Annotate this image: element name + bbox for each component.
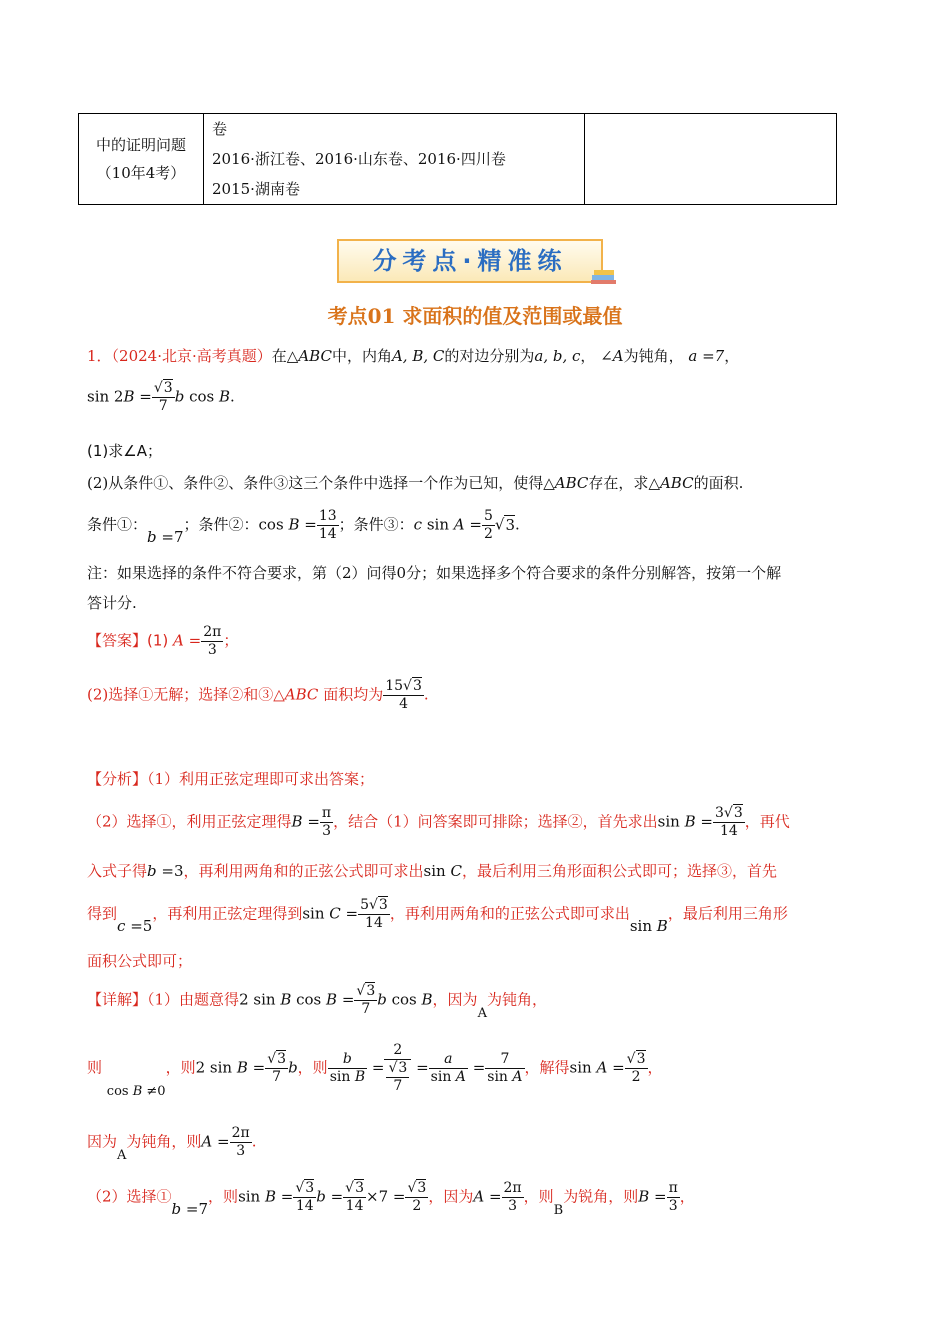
- analysis-line-4: 得到c =5，再利用正弦定理得到sin C = $\frac{5√3}{14}$ ，再利用两角和的正弦公式即可求出sin B，最后利用三角形: [87, 897, 788, 935]
- section-title: 考点01 求面积的值及范围或最值: [327, 304, 623, 328]
- analysis-line-3: 入式子得b =3，再利用两角和的正弦公式即可求出sin C，最后利用三角形面积公式即可；选择③，首先: [87, 862, 777, 880]
- table-topic-cell: [79, 114, 204, 205]
- section-banner: 分考点·精准练: [337, 239, 603, 283]
- sub-question-2: (2)从条件①、条件②、条件③这三个条件中选择一个作为已知，使得△ABC存在，求△ABC的面积.: [87, 474, 744, 492]
- topic-count: （10年4考）: [96, 164, 186, 182]
- table-exams-cell: [204, 114, 585, 205]
- note-line-1: 注：如果选择的条件不符合要求，第（2）问得0分；如果选择多个符合要求的条件分别解答，按第一个解: [87, 564, 782, 582]
- note-line-2: 答计分.: [87, 594, 137, 612]
- detail-line-2: 则 cos B ≠0，则2 sin B = $\frac{√3}{7}$ b，则 $\frac{b}{\text{sin B}}$ = $\frac{2}{\frac{√3}{7}}$ = $\frac{a}{\text{sin A}}$ = $\frac{7}{\text{sin A}}$ ，解得sin A = $\frac{√3}{2}$ ，: [87, 1042, 663, 1099]
- exam-line: 卷: [212, 120, 228, 138]
- answer-part-2: (2)选择①无解；选择②和③△ABC 面积均为 $\frac{15√3}{4}$ .: [87, 678, 429, 712]
- analysis-line-1: 【分析】（1）利用正弦定理即可求出答案；: [87, 770, 375, 788]
- topic-name: 中的证明问题: [95, 136, 186, 154]
- sub-question-1: (1)求∠A；: [87, 442, 162, 460]
- analysis-line-2: （2）选择①，利用正弦定理得B = $\frac{\pi}{3}$ ，结合（1）问答案即可排除；选择②，首先求出sin B = $\frac{3√3}{14}$ ，再代: [87, 805, 790, 839]
- table-empty-cell: [585, 114, 837, 205]
- books-icon: [590, 263, 618, 285]
- question-intro: 1．（2024·北京·高考真题）在△ABC中，内角A, B, C的对边分别为a, b, c， ∠A为钝角， a =7，: [87, 347, 740, 365]
- detail-line-3: 因为A为钝角，则A = $\frac{2\pi}{3}$ .: [87, 1125, 257, 1163]
- exam-stats-table: [78, 113, 837, 205]
- exam-line: 2015·湖南卷: [212, 180, 300, 198]
- detail-line-4: （2）选择①b =7，则sin B = $\frac{√3}{14}$ b = $\frac{√3}{14}$ ×7 = $\frac{√3}{2}$ ，因为A = $\frac{2\pi}{3}$ ，则B为锐角，则B = $\frac{\pi}{3}$ ，: [87, 1180, 695, 1218]
- given-formula: sin 2B = $\frac{√3}{7}$ b cos B.: [87, 380, 235, 414]
- exam-line: 2016·浙江卷、2016·山东卷、2016·四川卷: [212, 150, 506, 168]
- analysis-line-5: 面积公式即可；: [87, 952, 193, 970]
- detail-line-1: 【详解】（1）由题意得2 sin B cos B = $\frac{√3}{7}$ b cos B，因为A为钝角，: [87, 983, 547, 1021]
- conditions: 条件①：b =7；条件②：cos B = $\frac{13}{14}$ ；条件③：c sin A = $\frac{5}{2}$ √3.: [87, 508, 520, 546]
- answer-part-1: 【答案】(1) A = $\frac{2\pi}{3}$ ；: [87, 624, 239, 658]
